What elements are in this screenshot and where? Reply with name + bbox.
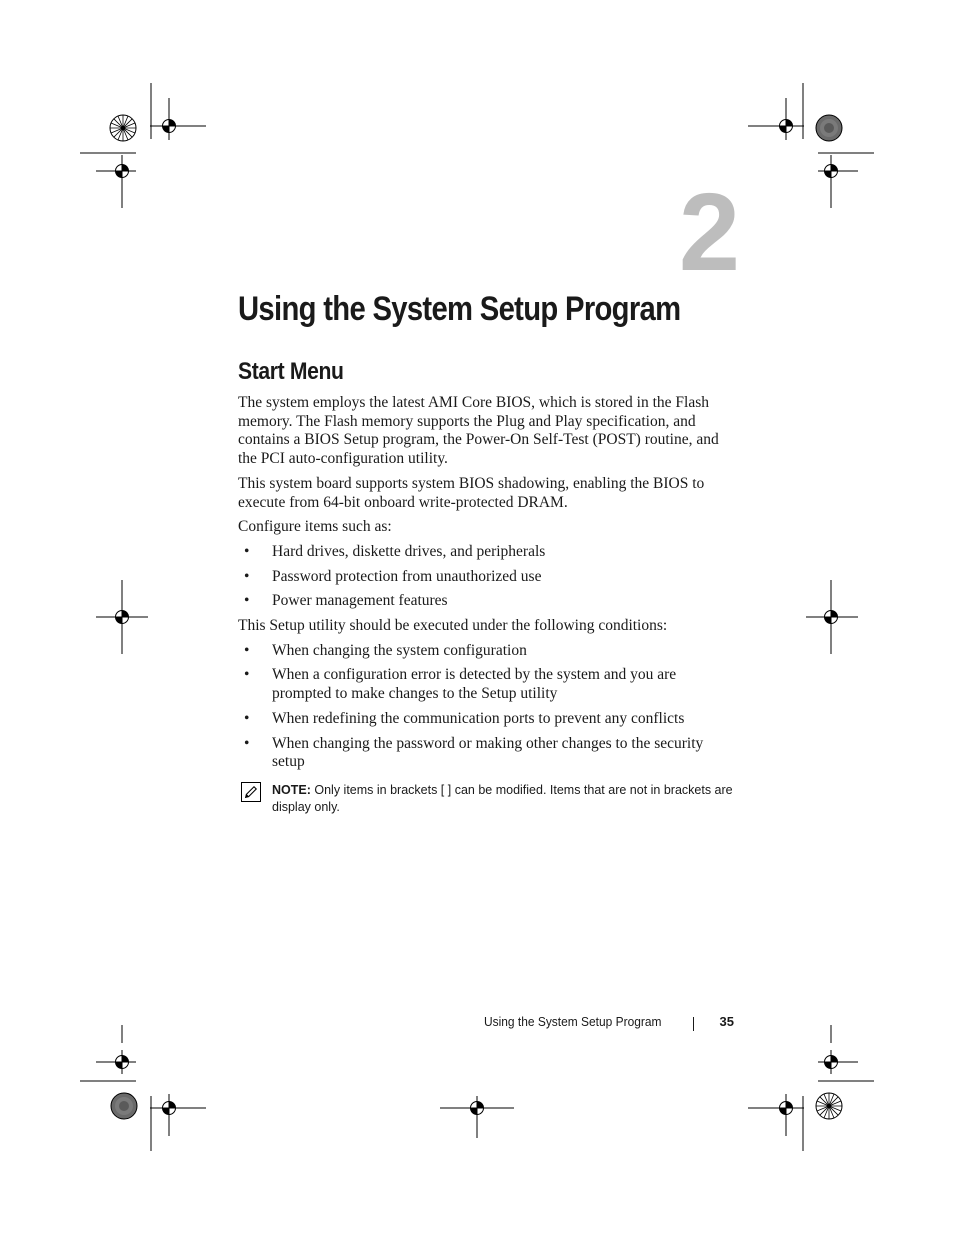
bullet: •	[244, 709, 250, 727]
bullet: •	[244, 567, 250, 585]
paragraph-shadowing: This system board supports system BIOS shadowing, enabling the BIOS to execute from 64-bit onboard write-protected DRAM.	[238, 474, 705, 511]
bullet: •	[244, 734, 250, 752]
note-pencil-icon	[241, 782, 261, 802]
list-item	[238, 735, 738, 772]
bullet: •	[244, 641, 250, 659]
bullet: •	[244, 666, 250, 684]
paragraph-configure: Configure items such as:	[238, 518, 392, 536]
footer-title: Using the System Setup Program	[484, 1014, 662, 1029]
list-item	[238, 592, 738, 611]
bullet: •	[244, 542, 250, 560]
list-item	[238, 543, 738, 562]
page-title: Using the System Setup Program	[238, 290, 681, 328]
note-box	[238, 782, 738, 817]
list-item	[238, 642, 738, 661]
note-text: Only items in brackets [ ] can be modified. Items that are not in brackets are display only.	[272, 782, 733, 815]
paragraph-intro: The system employs the latest AMI Core BIOS, which is stored in the Flash memory. The Flash memory supports the Plug and Play specification, and contains a BIOS Setup program, the Power-On Self-Test (POST) routine, and the PCI auto-configuration utility.	[238, 394, 719, 468]
footer-separator	[693, 1017, 694, 1031]
list-item-text: When redefining the communication ports to prevent any conflicts	[272, 709, 685, 727]
list-item	[238, 666, 738, 703]
list-item-text: Password protection from unauthorized use	[272, 567, 542, 585]
paragraph-conditions: This Setup utility should be executed under the following conditions:	[238, 617, 668, 635]
list-item	[238, 710, 738, 729]
conditions-list	[238, 642, 738, 772]
list-item	[238, 568, 738, 587]
list-item-text: When changing the password or making other changes to the security setup	[272, 734, 704, 771]
body-content	[238, 394, 738, 817]
list-item-text: When changing the system configuration	[272, 641, 527, 659]
section-heading: Start Menu	[238, 358, 344, 385]
note-label: NOTE:	[272, 782, 311, 797]
bullet: •	[244, 592, 250, 610]
configure-items-list	[238, 543, 738, 611]
list-item-text: Power management features	[272, 592, 448, 610]
page-number: 35	[719, 1014, 734, 1029]
chapter-number: 2	[678, 171, 738, 294]
list-item-text: Hard drives, diskette drives, and peripherals	[272, 542, 546, 560]
list-item-text: When a configuration error is detected by the system and you are prompted to make changes to the Setup utility	[272, 666, 677, 703]
